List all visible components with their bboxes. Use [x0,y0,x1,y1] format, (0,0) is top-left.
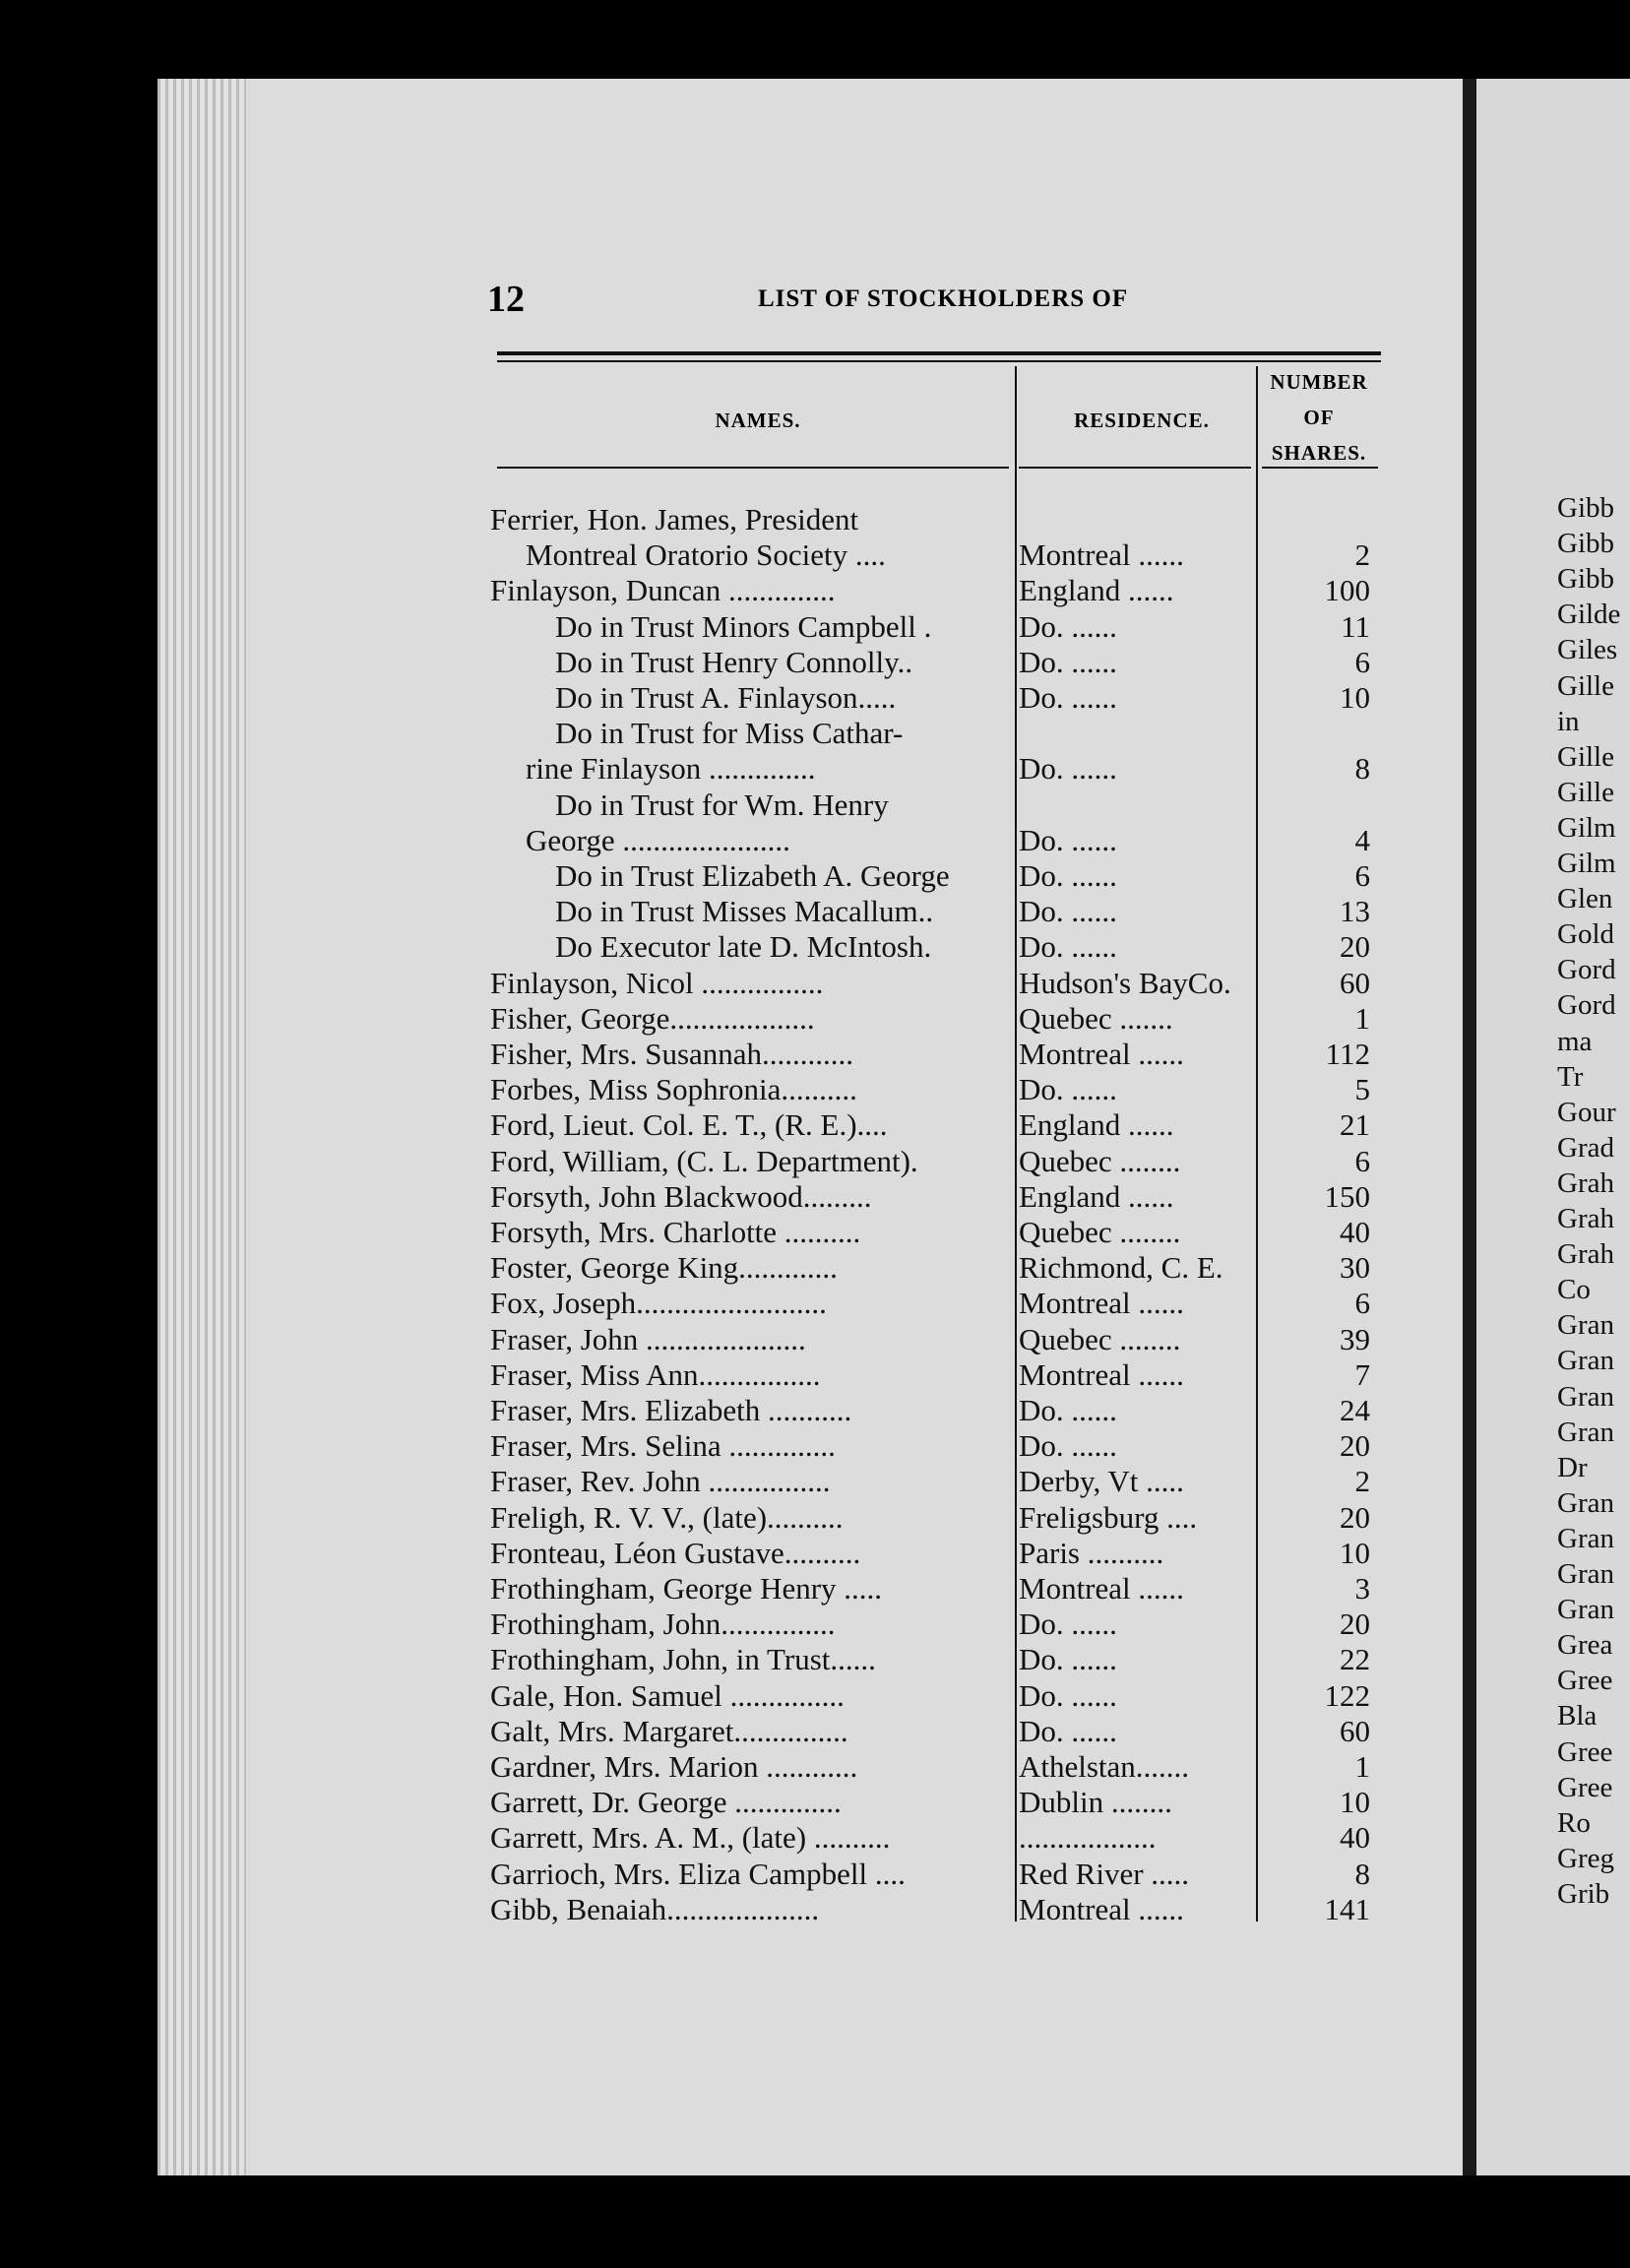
table-row [490,1001,1376,1037]
facing-page-word: Gille [1557,740,1614,773]
facing-page-word: Dr [1557,1451,1588,1483]
facing-page-word: ma [1557,1025,1593,1057]
table-row [490,502,1376,537]
share-count: 24 [1340,1393,1370,1427]
column-header-names: NAMES. [715,409,801,432]
facing-page-word: Gille [1557,776,1614,808]
facing-page-word: Gilm [1557,811,1616,844]
share-count: 6 [1354,858,1370,893]
facing-page-word: Giles [1557,634,1618,666]
facing-page-word: Gree [1557,1771,1613,1803]
residence: Do. ...... [1019,1642,1117,1677]
share-count: 11 [1341,608,1370,644]
share-count: 3 [1354,1571,1370,1606]
table-row [490,1571,1376,1606]
facing-page-word: Gour [1557,1096,1616,1128]
residence: England ...... [1019,1178,1174,1214]
stockholder-name: Garrett, Dr. George .............. [490,1785,842,1820]
residence: England ...... [1019,1107,1174,1143]
facing-page-word: Tr [1557,1060,1584,1093]
share-count: 10 [1340,1535,1370,1570]
stockholder-name: Fraser, Mrs. Selina .............. [490,1428,836,1464]
stockholder-name: Finlayson, Nicol ................ [490,965,824,1000]
page-number: 12 [487,279,525,320]
facing-page-word: Gibb [1557,492,1614,524]
residence: Hudson's BayCo. [1019,965,1231,1000]
facing-page-word: Gold [1557,918,1614,951]
table-row [490,1785,1376,1820]
residence: Dublin ........ [1019,1785,1172,1820]
stockholder-name: Do in Trust for Miss Cathar- [555,716,904,751]
share-count: 8 [1354,751,1370,787]
table-row [490,680,1376,716]
residence: Montreal ...... [1019,1286,1184,1321]
facing-page-word: Gibb [1557,528,1614,560]
stockholder-name: Forsyth, Mrs. Charlotte .......... [490,1215,861,1249]
share-count: 10 [1340,1785,1370,1820]
share-count: 100 [1324,573,1370,608]
facing-page-word: Gilm [1557,848,1616,879]
share-count: 20 [1340,929,1370,965]
share-count: 1 [1354,1000,1370,1036]
residence: Montreal ...... [1019,1356,1184,1392]
facing-page-word: Grah [1557,1203,1614,1234]
residence: Do. ...... [1019,1072,1117,1107]
table-row [490,1857,1376,1892]
share-count: 30 [1340,1250,1370,1286]
stockholder-name: Freligh, R. V. V., (late).......... [490,1499,844,1535]
facing-page-word: Gran [1557,1594,1614,1626]
stockholder-name: Montreal Oratorio Society .... [526,537,886,573]
stockholder-name: Frothingham, John, in Trust...... [490,1642,876,1677]
share-count: 5 [1354,1072,1370,1107]
table-row [490,823,1376,858]
share-count: 20 [1340,1499,1370,1535]
stockholder-name: Gale, Hon. Samuel ............... [490,1677,845,1713]
residence: Richmond, C. E. [1019,1250,1223,1286]
table-row [490,537,1376,573]
residence: Do. ...... [1019,1606,1117,1642]
table-row [490,1464,1376,1499]
table-row [490,788,1376,823]
header-rule-bottom [497,360,1381,362]
table-row [490,929,1376,965]
facing-page-word: Gree [1557,1735,1613,1768]
table-row [490,1393,1376,1428]
facing-page-word: Gran [1557,1345,1614,1377]
table-row [490,751,1376,787]
share-count: 20 [1340,1606,1370,1642]
stockholder-name: George ...................... [526,822,790,857]
table-row [490,858,1376,894]
stockholder-name: Do in Trust Misses Macallum.. [555,894,934,929]
stockholder-name: Do in Trust Minors Campbell . [555,608,932,644]
residence: Athelstan....... [1019,1749,1190,1784]
table-row [490,645,1376,680]
share-count: 20 [1340,1428,1370,1464]
facing-page-word: Gille [1557,669,1614,702]
residence: Do. ...... [1019,822,1117,857]
stockholder-name: Frothingham, John............... [490,1606,836,1642]
facing-page-word: Grea [1557,1629,1613,1662]
table-row [490,1179,1376,1215]
residence: Red River ..... [1019,1856,1190,1891]
facing-page-word: Grad [1557,1131,1614,1164]
facing-page-word: Grah [1557,1238,1614,1271]
stockholder-name: Fraser, Mrs. Elizabeth ........... [490,1393,852,1427]
stockholder-name: Ferrier, Hon. James, President [490,502,859,536]
facing-page-word: Gree [1557,1665,1613,1697]
table-row [490,966,1376,1001]
table-row [490,1892,1376,1927]
table-row [490,1820,1376,1856]
table-row [490,573,1376,608]
share-count: 10 [1340,680,1370,715]
residence: Do. ...... [1019,680,1117,715]
share-count: 141 [1324,1891,1370,1926]
column-header-shares-2: OF [1303,406,1335,429]
residence: Do. ...... [1019,644,1117,679]
table-row [490,1428,1376,1464]
page-edges [157,79,246,2175]
stockholder-name: Forbes, Miss Sophronia.......... [490,1072,857,1107]
facing-page-word: Gran [1557,1380,1614,1413]
stockholder-name: Gardner, Mrs. Marion ............ [490,1749,858,1784]
facing-page-word: Gibb [1557,563,1614,596]
table-row [490,1749,1376,1785]
stockholder-name: Fisher, Mrs. Susannah............ [490,1037,854,1071]
stockholder-name: Do in Trust Henry Connolly.. [555,644,913,679]
column-header-shares-3: SHARES. [1271,441,1367,465]
stockholder-name: Galt, Mrs. Margaret............... [490,1713,848,1748]
stockholder-name: rine Finlayson .............. [526,751,816,787]
share-count: 6 [1354,1286,1370,1321]
stockholder-name: Finlayson, Duncan .............. [490,573,836,608]
stockholder-name: Forsyth, John Blackwood......... [490,1178,872,1214]
share-count: 40 [1340,1215,1370,1249]
share-count: 6 [1354,1143,1370,1178]
table-row [490,1286,1376,1321]
stockholder-name: Do in Trust Elizabeth A. George [555,858,950,893]
table-row [490,1500,1376,1536]
facing-page-word: Bla [1557,1700,1598,1732]
facing-page-word: Greg [1557,1842,1614,1874]
residence: Derby, Vt ..... [1019,1464,1184,1499]
facing-page-word: Gran [1557,1558,1614,1590]
table-row [490,1606,1376,1642]
share-count: 7 [1354,1356,1370,1392]
table-row [490,894,1376,929]
share-count: 40 [1340,1820,1370,1856]
share-count: 2 [1354,1464,1370,1499]
book-gutter [1463,79,1476,2175]
share-count: 4 [1354,822,1370,857]
residence: England ...... [1019,573,1174,608]
table-row [490,1250,1376,1286]
page-title: LIST OF STOCKHOLDERS OF [758,285,1129,312]
residence: Do. ...... [1019,1393,1117,1427]
residence: Do. ...... [1019,1428,1117,1464]
share-count: 2 [1354,537,1370,573]
share-count: 1 [1354,1749,1370,1784]
facing-page-word: Gord [1557,989,1616,1022]
share-count: 122 [1324,1677,1370,1713]
table-row [490,1037,1376,1072]
stockholder-name: Fronteau, Léon Gustave.......... [490,1535,861,1570]
facing-page-word: Gran [1557,1522,1614,1554]
residence: Quebec ........ [1019,1321,1181,1356]
stockholder-name: Fraser, John ..................... [490,1321,806,1356]
facing-page-word: Gran [1557,1309,1614,1342]
residence: Montreal ...... [1019,1571,1184,1606]
residence: Freligsburg .... [1019,1499,1198,1535]
stockholder-name: Garrioch, Mrs. Eliza Campbell .... [490,1856,906,1891]
stockholder-name: Gibb, Benaiah.................... [490,1891,820,1926]
facing-page-word: Grah [1557,1166,1614,1199]
facing-page-word: in [1557,705,1580,737]
stockholder-name: Do in Trust for Wm. Henry [555,787,889,822]
residence: Montreal ...... [1019,1891,1184,1926]
table-row [490,716,1376,751]
residence: Montreal ...... [1019,1037,1184,1071]
residence: Do. ...... [1019,1677,1117,1713]
header-rule-top [497,351,1381,355]
residence: Do. ...... [1019,1713,1117,1748]
facing-page-word: Grib [1557,1877,1610,1910]
residence: Montreal ...... [1019,537,1184,573]
facing-page-word: Ro [1557,1806,1591,1839]
facing-page-word: Co [1557,1274,1591,1306]
facing-page-word: Glen [1557,883,1613,915]
table-row [490,1107,1376,1143]
share-count: 22 [1340,1642,1370,1677]
names-header-rule [497,467,1009,469]
residence: Quebec ........ [1019,1215,1181,1249]
table-row [490,1678,1376,1714]
residence: Do. ...... [1019,608,1117,644]
table-row [490,1144,1376,1179]
stockholder-name: Ford, William, (C. L. Department). [490,1143,918,1178]
residence: Paris .......... [1019,1535,1164,1570]
stockholder-name: Ford, Lieut. Col. E. T., (R. E.).... [490,1107,888,1143]
share-count: 21 [1340,1107,1370,1143]
facing-page-word: Gord [1557,954,1616,986]
share-count: 60 [1340,1713,1370,1748]
table-row [490,1357,1376,1393]
share-count: 39 [1340,1321,1370,1356]
share-count: 8 [1354,1856,1370,1891]
stockholder-name: Fraser, Rev. John ................ [490,1464,831,1499]
stockholder-name: Fox, Joseph......................... [490,1286,827,1321]
residence: .................. [1019,1820,1157,1856]
residence: Quebec ....... [1019,1000,1173,1036]
share-count: 150 [1324,1178,1370,1214]
table-row [490,1536,1376,1571]
stockholder-name: Do Executor late D. McIntosh. [555,929,932,965]
share-count: 112 [1325,1037,1370,1071]
residence: Do. ...... [1019,894,1117,929]
stockholder-name: Foster, George King............. [490,1250,838,1286]
table-row [490,609,1376,645]
table-row [490,1714,1376,1749]
shares-header-rule [1262,467,1378,469]
share-count: 6 [1354,644,1370,679]
stockholder-name: Frothingham, George Henry ..... [490,1571,883,1606]
residence: Do. ...... [1019,751,1117,787]
table-row [490,1322,1376,1357]
residence-header-rule [1019,467,1251,469]
residence: Do. ...... [1019,858,1117,893]
stockholder-name: Fraser, Miss Ann................ [490,1356,821,1392]
stockholder-name: Garrett, Mrs. A. M., (late) .......... [490,1820,891,1856]
share-count: 13 [1340,894,1370,929]
column-header-shares-1: NUMBER [1270,370,1368,394]
column-header-residence: RESIDENCE. [1074,409,1210,432]
stockholder-name: Fisher, George................... [490,1000,815,1036]
facing-page-word: Gilde [1557,598,1621,631]
facing-page-word: Gran [1557,1486,1614,1519]
share-count: 60 [1340,965,1370,1000]
table-row [490,1215,1376,1250]
facing-page-word: Gran [1557,1416,1614,1448]
table-row [490,1642,1376,1677]
residence: Quebec ........ [1019,1143,1181,1178]
residence: Do. ...... [1019,929,1117,965]
table-row [490,1072,1376,1107]
stockholder-name: Do in Trust A. Finlayson..... [555,680,897,715]
